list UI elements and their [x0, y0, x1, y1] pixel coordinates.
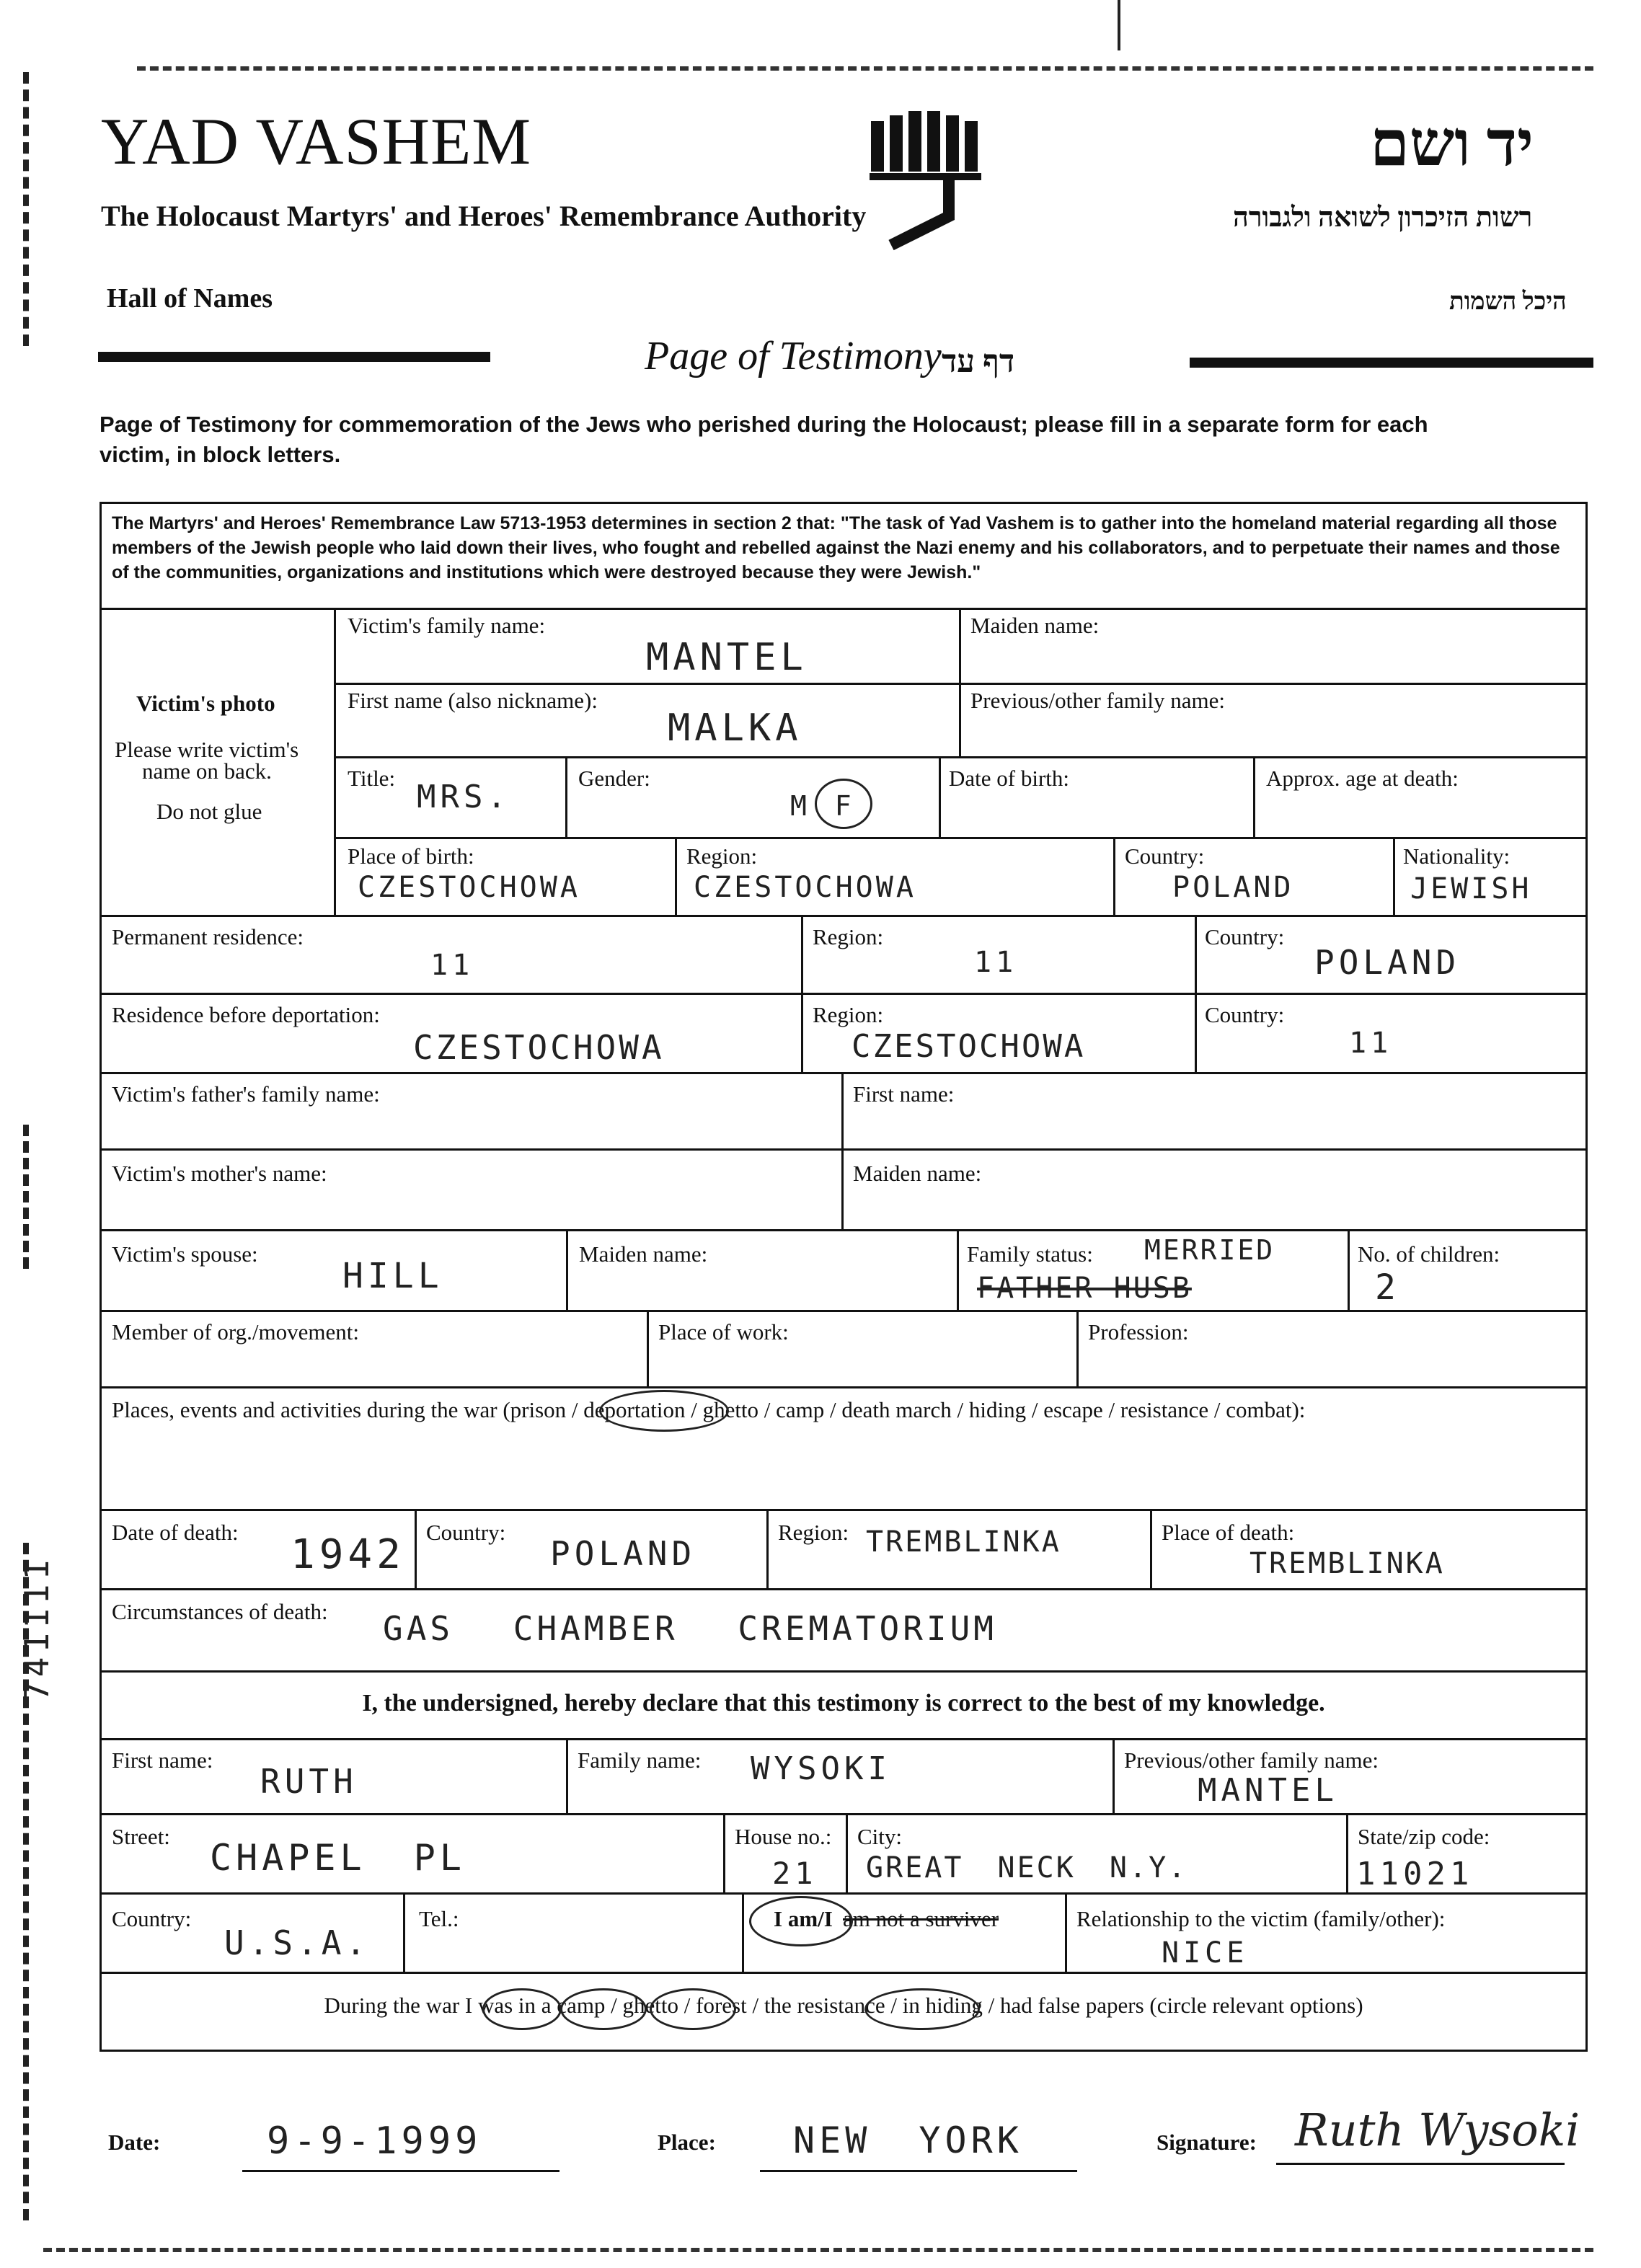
menorah-logo [862, 108, 999, 252]
death-region-value[interactable]: TREMBLINKA [866, 1525, 1061, 1559]
header-bar-right [1190, 358, 1593, 368]
left-dash-marks-lower [23, 1125, 36, 1269]
footer-signature-label: Signature: [1156, 2130, 1257, 2155]
form-title-hebrew: דף עד [942, 344, 1015, 379]
circumstances-label: Circumstances of death: [112, 1599, 328, 1624]
pob-label: Place of birth: [348, 843, 474, 869]
children-value[interactable]: 2 [1375, 1267, 1400, 1308]
instructions: Page of Testimony for commemoration of the Jews who perished during the Holocaust; please fill in a separate form for each victim, in block letters. [99, 412, 1428, 467]
street-label: Street: [112, 1824, 170, 1849]
residence-row [99, 917, 1588, 995]
gender-value[interactable]: M F [790, 790, 857, 822]
declarant-family-value[interactable]: WYSOKI [751, 1750, 891, 1787]
before-value[interactable]: CZESTOCHOWA [413, 1028, 665, 1067]
family-status-struck: FATHER HUSB [977, 1272, 1192, 1305]
declarant-country-label: Country: [112, 1906, 192, 1931]
profession-label: Profession: [1088, 1319, 1189, 1345]
prev-family-label: Previous/other family name: [970, 688, 1225, 713]
hebrew-subtitle: רשות הזיכרון לשואה ולגבורה [1233, 203, 1533, 233]
spouse-label: Victim's spouse: [112, 1241, 258, 1267]
declaration-text: I, the undersigned, hereby declare that this testimony is correct to the best of my knowledge. [362, 1690, 1325, 1716]
first-name-value[interactable]: MALKA [668, 706, 802, 750]
death-date-label: Date of death: [112, 1520, 239, 1545]
title-label: Title: [348, 766, 396, 791]
death-row [99, 1511, 1588, 1590]
permanent-country-value[interactable]: POLAND [1314, 943, 1461, 982]
father-row [99, 1074, 1588, 1151]
victim-row-first [334, 685, 1587, 758]
spouse-maiden-label: Maiden name: [579, 1241, 708, 1267]
declarant-country-value[interactable]: U.S.A. [224, 1923, 371, 1962]
age-label: Approx. age at death: [1266, 766, 1459, 791]
law-text: The Martyrs' and Heroes' Remembrance Law 5713-1953 determines in section 2 that: "The task of Yad Vashem is to gather into the homeland material regarding all those members of the Jewish people who laid down their lives, who fought and rebelled against the Nazi enemy and his collaborators, and to perpetuate their names and those of the communities, organizations and institutions which were destroyed because they were Jewish." [112, 513, 1560, 582]
family-name-label: Victim's family name: [348, 613, 546, 638]
mother-label: Victim's mother's name: [112, 1161, 327, 1186]
before-region-label: Region: [813, 1002, 884, 1027]
org-subtitle: The Holocaust Martyrs' and Heroes' Remembrance Authority [101, 200, 867, 232]
spouse-row [99, 1231, 1588, 1312]
footer-place-label: Place: [658, 2130, 716, 2155]
footer-date-value[interactable]: 9-9-1999 [267, 2119, 482, 2163]
photo-title: Victim's photo [136, 691, 275, 716]
relationship-label: Relationship to the victim (family/other): [1076, 1906, 1446, 1931]
first-name-label: First name (also nickname): [348, 688, 598, 713]
hebrew-hall: היכל השמות [1449, 288, 1567, 315]
tel-label: Tel.: [419, 1906, 459, 1931]
forest-circle [650, 1988, 736, 2030]
circumstances-value[interactable]: GAS CHAMBER CREMATORIUM [383, 1609, 997, 1648]
war-location-row [99, 1974, 1588, 2052]
address-row [99, 1815, 1588, 1895]
hall-of-names: Hall of Names [107, 283, 273, 314]
survivor-am: I am/I [774, 1906, 833, 1931]
pob-region-value[interactable]: CZESTOCHOWA [694, 871, 916, 904]
declaration-row [99, 1673, 1588, 1740]
dob-label: Date of birth: [949, 766, 1070, 791]
camp-circle [482, 1988, 562, 2030]
form-title: Page of Testimony [645, 334, 942, 378]
work-row [99, 1312, 1588, 1388]
declarant-first-label: First name: [112, 1747, 213, 1773]
death-place-label: Place of death: [1162, 1520, 1295, 1545]
victim-block [99, 610, 1588, 917]
maiden-name-label: Maiden name: [970, 613, 1100, 638]
gender-label: Gender: [578, 766, 650, 791]
before-region-value[interactable]: CZESTOCHOWA [852, 1028, 1086, 1065]
footer-date-label: Date: [108, 2130, 161, 2155]
father-first-label: First name: [853, 1081, 955, 1107]
death-country-label: Country: [426, 1520, 506, 1545]
victim-row-birth [334, 839, 1587, 917]
bottom-dashed-border [43, 2248, 1593, 2252]
footer-place-value[interactable]: NEW YORK [793, 2119, 1023, 2161]
death-place-value[interactable]: TREMBLINKA [1249, 1547, 1445, 1580]
photo-note-1: Please write victim's [115, 737, 299, 762]
deportation-row [99, 995, 1588, 1074]
nationality-value[interactable]: JEWISH [1410, 872, 1532, 905]
margin-note: 741111 [17, 1555, 56, 1701]
survivor-circle [749, 1896, 853, 1946]
declarant-prev-value[interactable]: MANTEL [1198, 1772, 1338, 1809]
before-country-label: Country: [1205, 1002, 1285, 1027]
org-name: YAD VASHEM [101, 105, 532, 178]
permanent-country-label: Country: [1205, 924, 1285, 949]
victim-row-family [334, 610, 1587, 685]
state-value[interactable]: 11021 [1356, 1856, 1474, 1892]
death-region-label: Region: [778, 1520, 849, 1545]
member-label: Member of org./movement: [112, 1319, 359, 1345]
declarant-family-label: Family name: [578, 1747, 702, 1773]
left-dash-marks [23, 72, 36, 346]
contact-row [99, 1895, 1588, 1974]
photo-note-3: Do not glue [156, 799, 262, 824]
declarant-row [99, 1740, 1588, 1815]
declarant-prev-label: Previous/other family name: [1124, 1747, 1379, 1773]
photo-area [102, 610, 334, 917]
children-label: No. of children: [1358, 1241, 1500, 1267]
family-status-label: Family status: [967, 1241, 1093, 1267]
title-value[interactable]: MRS. [417, 779, 510, 815]
signature: Ruth Wysoki [1295, 2104, 1580, 2156]
before-country-value[interactable]: 11 [1349, 1027, 1393, 1060]
deportation-circle [599, 1390, 729, 1432]
death-date-value[interactable]: 1942 [291, 1531, 405, 1578]
gender-circle [815, 779, 872, 829]
city-value[interactable]: GREAT NECK N.Y. [866, 1851, 1188, 1884]
top-dashed-border [137, 66, 1593, 71]
death-country-value[interactable]: POLAND [550, 1534, 696, 1573]
pob-country-value[interactable]: POLAND [1172, 871, 1294, 904]
street-value[interactable]: CHAPEL PL [210, 1837, 466, 1879]
before-label: Residence before deportation: [112, 1002, 380, 1027]
top-right-scan-line [1118, 0, 1120, 50]
pob-region-label: Region: [686, 843, 758, 869]
permanent-value[interactable]: 11 [430, 949, 474, 982]
mother-maiden-label: Maiden name: [853, 1161, 982, 1186]
permanent-region-label: Region: [813, 924, 884, 949]
permanent-label: Permanent residence: [112, 924, 304, 949]
father-label: Victim's father's family name: [112, 1081, 380, 1107]
photo-note-2: name on back. [142, 758, 272, 784]
mother-row [99, 1151, 1588, 1231]
ghetto-circle [560, 1988, 647, 2030]
relationship-value[interactable]: NICE [1162, 1936, 1249, 1970]
house-value[interactable]: 21 [772, 1856, 818, 1891]
state-label: State/zip code: [1358, 1824, 1490, 1849]
war-row [99, 1388, 1588, 1511]
hiding-circle [864, 1988, 980, 2030]
city-label: City: [857, 1824, 903, 1849]
declarant-first-value[interactable]: RUTH [260, 1762, 358, 1801]
circumstances-row [99, 1590, 1588, 1673]
war-label: Places, events and activities during the war (prison / deportation / ghetto / camp / death march / hiding / escape / resistance / combat): [112, 1397, 1306, 1422]
pob-country-label: Country: [1125, 843, 1205, 869]
law-box [99, 502, 1588, 610]
survivor-struck: am not a surviver [843, 1906, 999, 1931]
permanent-region-value[interactable]: 11 [974, 946, 1018, 979]
family-status-value[interactable]: MERRIED [1144, 1234, 1275, 1266]
family-name-value[interactable]: MANTEL [646, 636, 808, 679]
pob-value[interactable]: CZESTOCHOWA [358, 871, 580, 904]
hebrew-org-name: יד ושם [1370, 110, 1534, 180]
war-location-text: During the war I was in a camp / ghetto / forest / the resistance / in hiding / had false papers (circle relevant options) [324, 1993, 1363, 2018]
place-of-work-label: Place of work: [658, 1319, 789, 1345]
house-label: House no.: [735, 1824, 832, 1849]
victim-row-title [334, 758, 1587, 839]
header-bar-left [98, 352, 490, 362]
nationality-label: Nationality: [1403, 843, 1510, 869]
spouse-value[interactable]: HILL [342, 1256, 443, 1296]
